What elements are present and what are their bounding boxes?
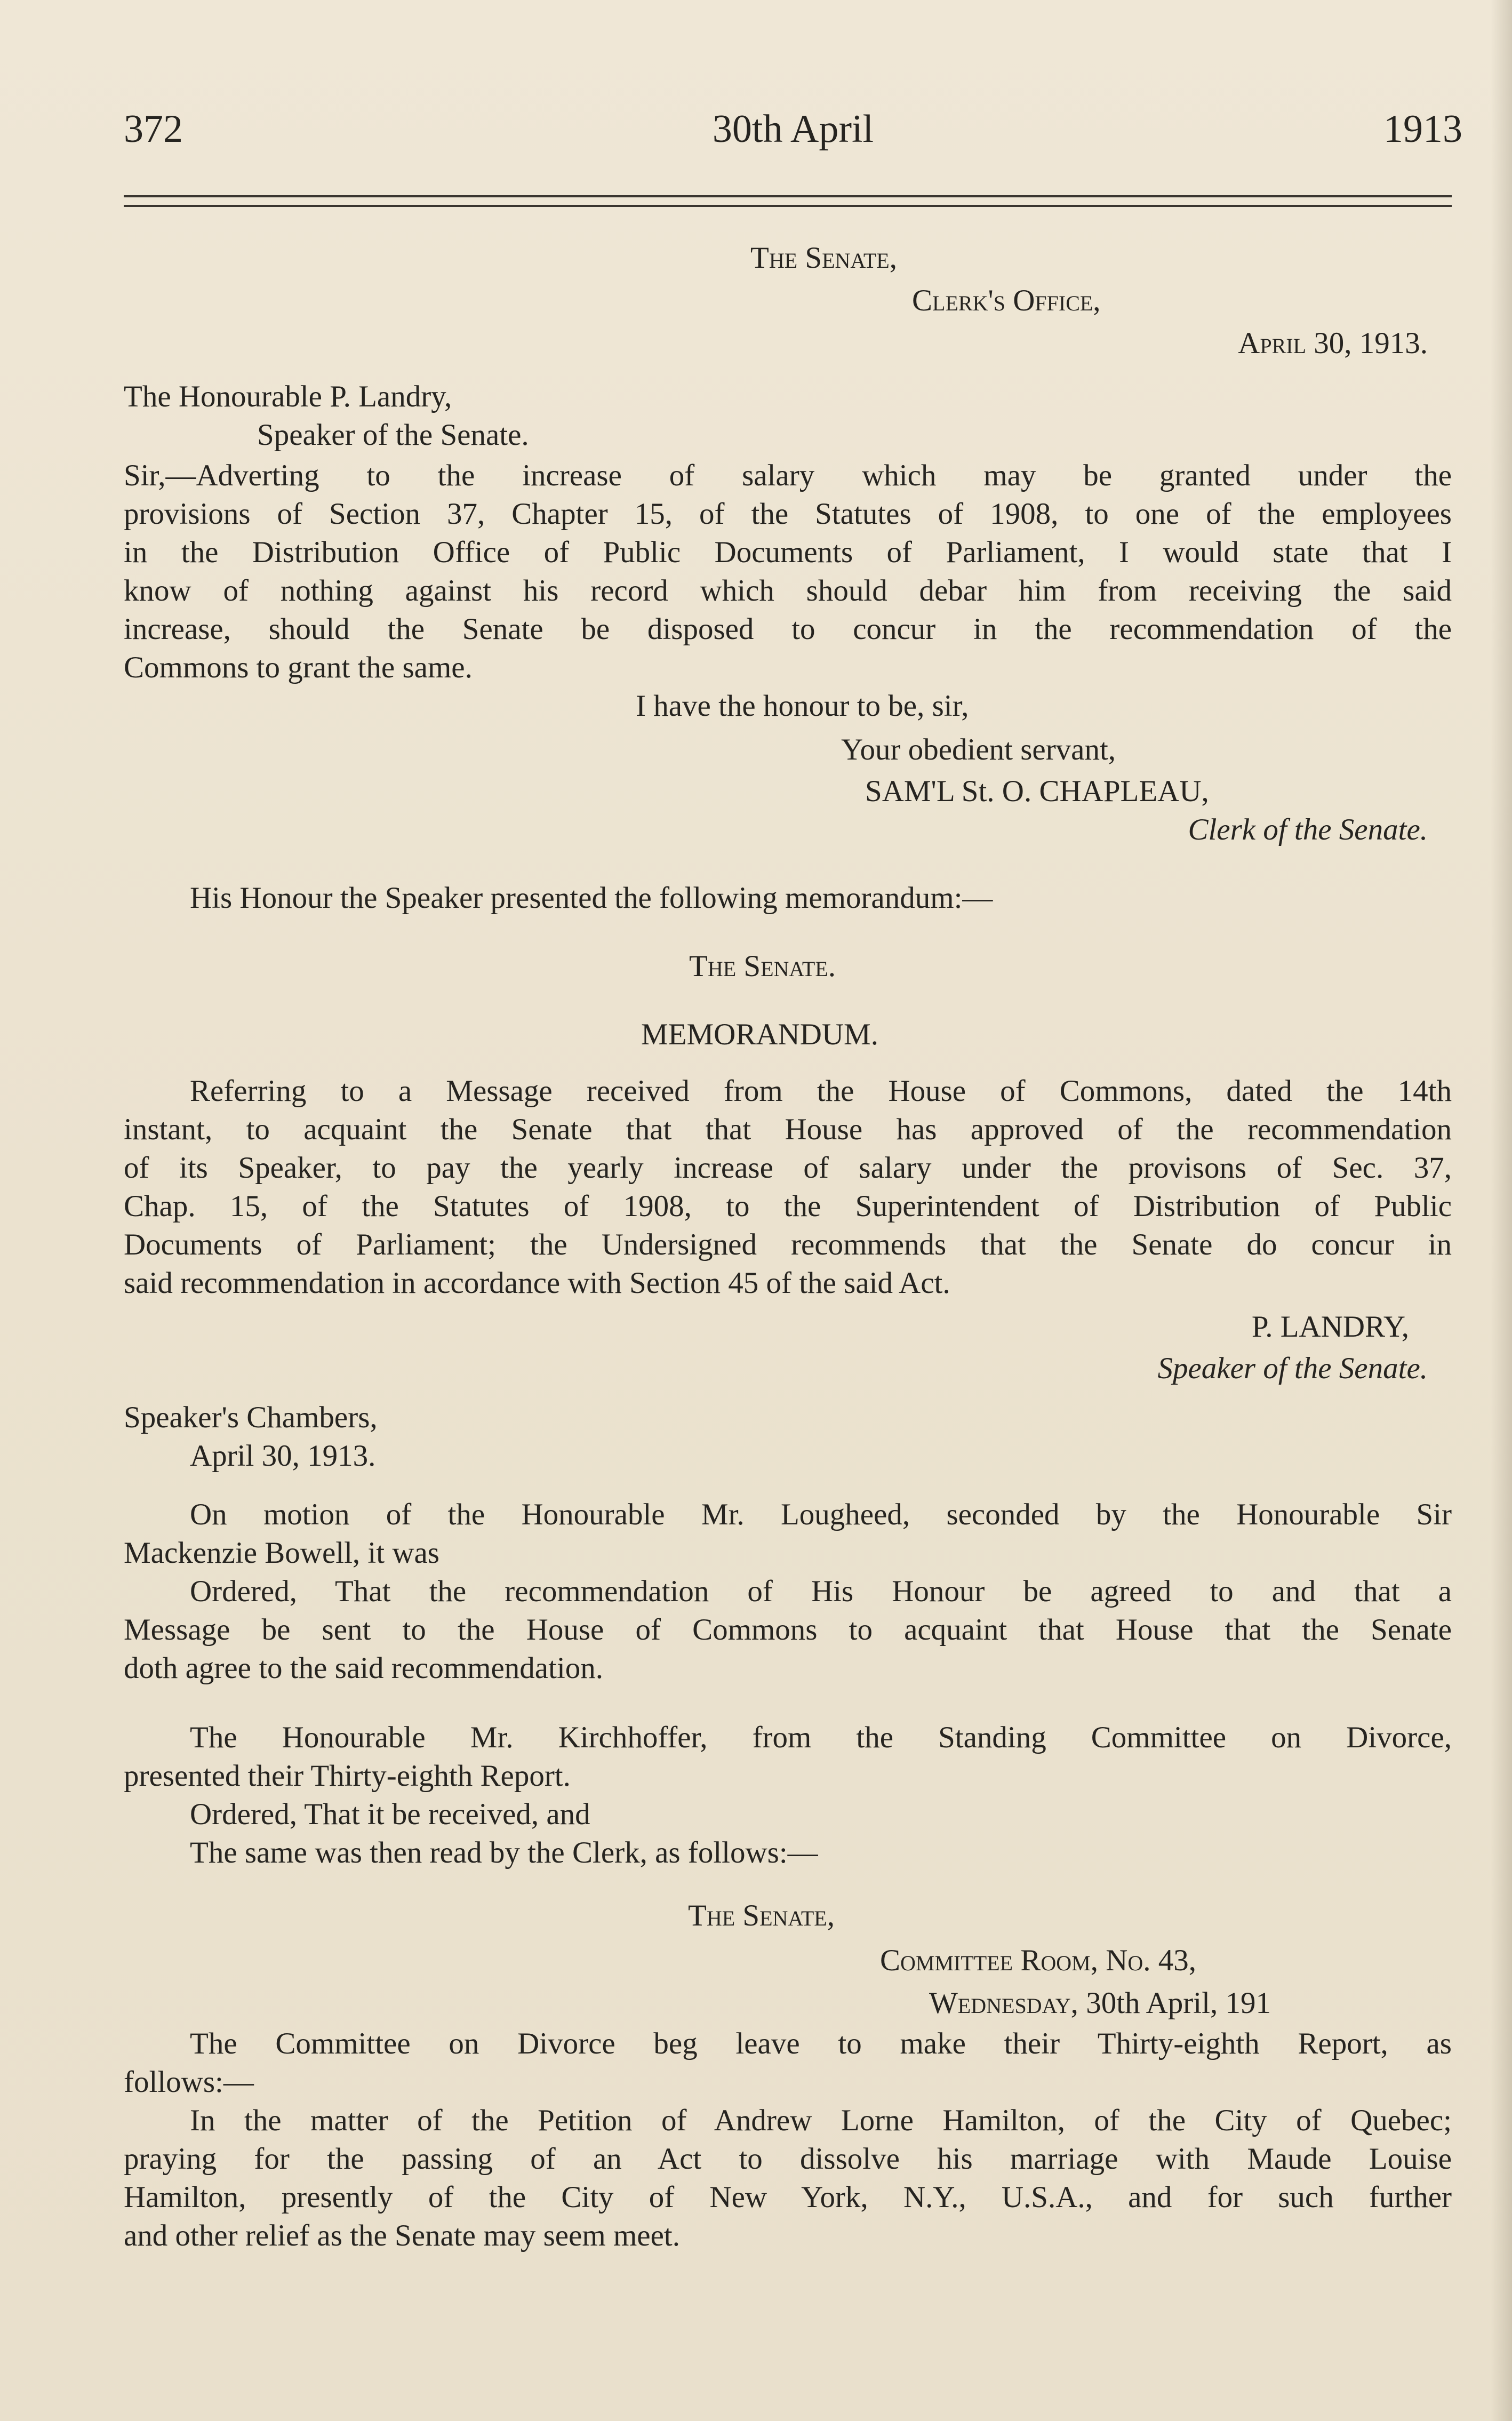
report-line: The same was then read by the Clerk, as follows:— bbox=[190, 1836, 818, 1869]
running-header bbox=[124, 107, 1462, 155]
memo-date: April 30, 1913. bbox=[190, 1439, 376, 1473]
ordered-line: Ordered, That the recommendation of His Honour be agreed to and that a bbox=[190, 1575, 1452, 1608]
committee-report bbox=[124, 1897, 1452, 2255]
ordered-line: Message be sent to the House of Commons to acquaint that House that the Senate bbox=[124, 1613, 1452, 1647]
letter-body-line: increase, should the Senate be disposed to concur in the recommendation of the bbox=[124, 612, 1452, 646]
letter-body-line: know of nothing against his record which should debar him from receiving the said bbox=[124, 574, 1452, 608]
memo-body-line: Chap. 15, of the Statutes of 1908, to the Superintendent of Distribution of Public bbox=[124, 1189, 1452, 1223]
letter-signature-title: Clerk of the Senate. bbox=[1188, 813, 1428, 846]
letter-body-line: Commons to grant the same. bbox=[124, 651, 473, 684]
memo-body bbox=[124, 1072, 1452, 1303]
memo-body-line: said recommendation in accordance with Section 45 of the said Act. bbox=[124, 1266, 950, 1300]
petition-line: In the matter of the Petition of Andrew Lorne Hamilton, of the City of Quebec; bbox=[190, 2104, 1452, 2137]
letter-signature: SAM'L St. O. CHAPLEAU, bbox=[865, 774, 1209, 808]
letter-closing-servant: Your obedient servant, bbox=[841, 733, 1116, 766]
letter-recipient-title: Speaker of the Senate. bbox=[257, 418, 529, 452]
motion bbox=[124, 1496, 1452, 1688]
memo-body-line: Referring to a Message received from the House of Commons, dated the 14th bbox=[190, 1074, 1452, 1108]
memo-heading: MEMORANDUM. bbox=[641, 1018, 878, 1051]
petition-line: praying for the passing of an Act to dissolve his marriage with Maude Louise bbox=[124, 2142, 1452, 2176]
page-edge-shadow bbox=[1491, 0, 1512, 2421]
letter-address-senate: The Senate, bbox=[750, 241, 897, 275]
memo-body-line: of its Speaker, to pay the yearly increase of salary under the provisons of Sec. 37, bbox=[124, 1151, 1452, 1185]
letter-body-line: in the Distribution Office of Public Documents of Parliament, I would state that I bbox=[124, 536, 1452, 569]
memo-body-line: instant, to acquaint the Senate that that House has approved of the recommendation bbox=[124, 1113, 1452, 1146]
letter-address-office: Clerk's Office, bbox=[912, 284, 1101, 317]
committee-date-rest: 30th April, 191 bbox=[1078, 1986, 1271, 2020]
ordered-line: doth agree to the said recommendation. bbox=[124, 1651, 604, 1685]
memo-body-line: Documents of Parliament; the Undersigned recommends that the Senate do concur in bbox=[124, 1228, 1452, 1261]
committee-room: Committee Room, No. 43, bbox=[880, 1944, 1197, 1977]
report-line: The Honourable Mr. Kirchhoffer, from the Standing Committee on Divorce, bbox=[190, 1721, 1452, 1754]
letter-date: April 30, 1913. bbox=[1238, 326, 1428, 360]
committee-senate: The Senate, bbox=[688, 1899, 835, 1932]
letter-closing: I have the honour to be, sir, bbox=[636, 689, 969, 723]
memo-intro: His Honour the Speaker presented the following memorandum:— bbox=[190, 881, 993, 915]
memo-signature-title: Speaker of the Senate. bbox=[1157, 1352, 1428, 1385]
page-body bbox=[124, 239, 1452, 2255]
report-line: Ordered, That it be received, and bbox=[190, 1797, 590, 1831]
letter-body-line: provisions of Section 37, Chapter 15, of the Statutes of 1908, to one of the employees bbox=[124, 497, 1452, 531]
petition-line: and other relief as the Senate may seem meet. bbox=[124, 2219, 680, 2252]
letter-recipient: The Honourable P. Landry, bbox=[124, 380, 452, 413]
memo-senate: The Senate. bbox=[689, 949, 836, 983]
motion-line: Mackenzie Bowell, it was bbox=[124, 1536, 439, 1570]
memo-signature: P. LANDRY, bbox=[1251, 1310, 1409, 1344]
report-line: presented their Thirty-eighth Report. bbox=[124, 1759, 571, 1793]
motion-line: On motion of the Honourable Mr. Lougheed, seconded by the Honourable Sir bbox=[190, 1498, 1452, 1531]
committee-line: The Committee on Divorce beg leave to make their Thirty-eighth Report, as bbox=[190, 2027, 1452, 2060]
header-date: 30th April bbox=[712, 107, 874, 151]
header-rule-bottom bbox=[124, 205, 1452, 207]
letter-body-line: Sir,—Adverting to the increase of salary which may be granted under the bbox=[124, 459, 1452, 492]
committee-line: follows:— bbox=[124, 2065, 254, 2099]
clerk-letter bbox=[124, 239, 1452, 849]
memo-place: Speaker's Chambers, bbox=[124, 1401, 378, 1434]
divorce-report bbox=[124, 1719, 1452, 1872]
page-number: 372 bbox=[124, 107, 183, 151]
header-rule-top bbox=[124, 195, 1452, 197]
petition-line: Hamilton, presently of the City of New York, N.Y., U.S.A., and for such further bbox=[124, 2180, 1452, 2214]
memorandum bbox=[124, 947, 1452, 1475]
committee-date bbox=[124, 1984, 1452, 2023]
letter-body bbox=[124, 457, 1452, 687]
committee-date-day: Wednesday, bbox=[929, 1986, 1078, 2020]
header-year: 1913 bbox=[1383, 107, 1462, 151]
